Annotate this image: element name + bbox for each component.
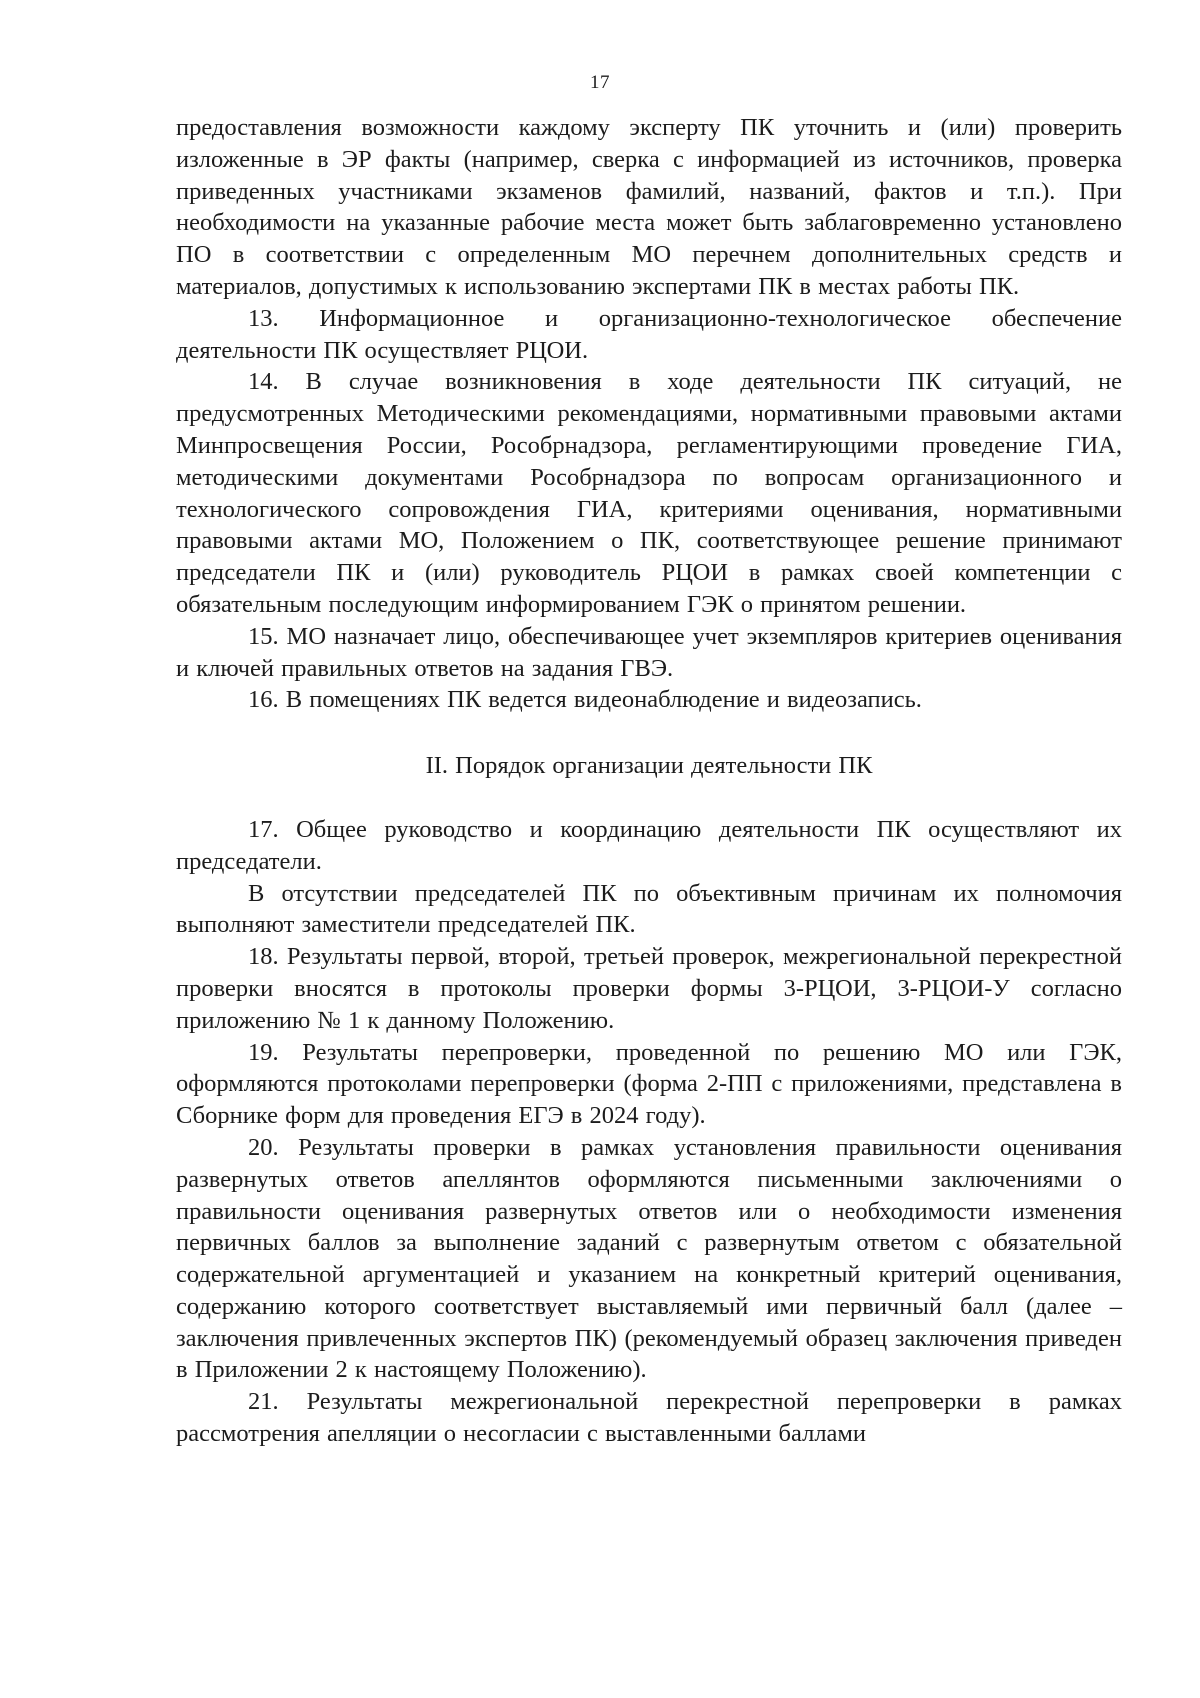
paragraph-continuation: предоставления возможности каждому эксперту ПК уточнить и (или) проверить изложенные в ЭР факты (например, сверка с информацией из источников, проверка приведенных участниками экзаменов фамилий, названий, фактов и т.п.). При необходимости на указанные рабочие места может быть заблаговременно установлено ПО в соответствии с определенным МО перечнем дополнительных средств и материалов, допустимых к использованию экспертами ПК в местах работы ПК. [176,114,1122,300]
paragraph-17: 17. Общее руководство и координацию деятельности ПК осуществляют их председатели. [176,815,1122,875]
paragraph-20: 20. Результаты проверки в рамках установления правильности оценивания развернутых ответов апеллянтов оформляются письменными заключениями о правильности оценивания развернутых ответов или о необходимости изменения первичных баллов за выполнение заданий с развернутым ответом с обязательной содержательной аргументацией и указанием на конкретный критерий оценивания, содержанию которого соответствует выставляемый ими первичный балл (далее – заключения привлеченных экспертов ПК) (рекомендуемый образец заключения приведен в Приложении 2 к настоящему Положению). [176,1133,1122,1384]
section-heading: II. Порядок организации деятельности ПК [425,752,873,780]
paragraph-21: 21. Результаты межрегиональной перекрестной перепроверки в рамках рассмотрения апелляции о несогласии с выставленными баллами [176,1388,1122,1448]
paragraph-16: 16. В помещениях ПК ведется видеонаблюдение и видеозапись. [248,686,922,714]
paragraph-17-absence: В отсутствии председателей ПК по объективным причинам их полномочия выполняют заместители председателей ПК. [176,879,1122,939]
paragraph-13: 13. Информационное и организационно-технологическое обеспечение деятельности ПК осуществляет РЦОИ. [176,304,1122,364]
document-body [176,112,1122,1450]
paragraph-14: 14. В случае возникновения в ходе деятельности ПК ситуаций, не предусмотренных Методическими рекомендациями, нормативными правовыми актами Минпросвещения России, Рособрнадзора, регламентирующими проведение ГИА, методическими документами Рособрнадзора по вопросам организационного и технологического сопровождения ГИА, критериями оценивания, нормативными правовыми актами МО, Положением о ПК, соответствующее решение принимают председатели ПК и (или) руководитель РЦОИ в рамках своей компетенции с обязательным последующим информированием ГЭК о принятом решении. [176,368,1122,618]
paragraph-15: 15. МО назначает лицо, обеспечивающее учет экземпляров критериев оценивания и ключей правильных ответов на задания ГВЭ. [176,622,1122,682]
page-number: 17 [590,72,610,93]
paragraph-18: 18. Результаты первой, второй, третьей проверок, межрегиональной перекрестной проверки вносятся в протоколы проверки формы 3-РЦОИ, 3-РЦОИ-У согласно приложению № 1 к данному Положению. [176,943,1122,1034]
paragraph-19: 19. Результаты перепроверки, проведенной по решению МО или ГЭК, оформляются протоколами перепроверки (форма 2-ПП с приложениями, представлена в Сборнике форм для проведения ЕГЭ в 2024 году). [176,1038,1122,1130]
